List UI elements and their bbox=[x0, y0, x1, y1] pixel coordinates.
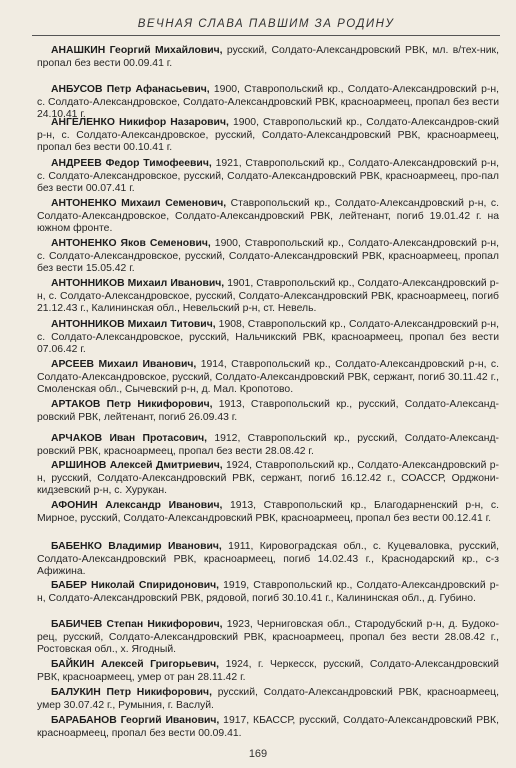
entry-text: 1908, Ставропольский кр., Солдато-Александровский р-н, с. Солдато-Александровское, русский, Нальчикский РВК, красноармеец, пропал без вести 07.06.42 г. bbox=[37, 319, 499, 356]
entry bbox=[37, 619, 499, 657]
entry-text: 1912, Ставропольский кр., русский, Солдато-Александ-ровский РВК, красноармеец, пропал без вести 28.08.42 г. bbox=[37, 433, 499, 457]
entry bbox=[37, 580, 499, 605]
entry-text: 1924, Ставропольский кр., Солдато-Александровский р-н, русский, Солдато-Александровский РВК, сержант, погиб 16.12.42 г., СОАССР, Орджони-кидзевский р-н, с. Хурукан. bbox=[37, 460, 499, 497]
entry-name: АНДРЕЕВ Федор Тимофеевич, bbox=[51, 158, 212, 169]
running-header: ВЕЧНАЯ СЛАВА ПАВШИМ ЗА РОДИНУ bbox=[137, 18, 395, 30]
entry bbox=[37, 278, 499, 316]
entry-text: русский, Солдато-Александровский РВК, мл. в/тех-ник, пропал без вести 00.09.41 г. bbox=[37, 45, 499, 69]
entry-text: Ставропольский кр., Солдато-Александровский р-н, с. Солдато-Александровское, Солдато-Александровский РВК, лейтенант, погиб 19.01.42 г. на южном фронте. bbox=[37, 198, 499, 235]
entry-text: 1913, Ставропольский кр., русский, Солдато-Александ-ровский РВК, лейтенант, погиб 26.09.43 г. bbox=[37, 399, 499, 423]
entry-text: 1900, Ставропольский кр., Солдато-Александровский р-н, с. Солдато-Александровское, Солдато-Александровский РВК, красноармеец, пропал без вести 24.10.41 г. bbox=[37, 84, 499, 121]
entry-text: 1914, Ставропольский кр., Солдато-Александровский р-н, с. Солдато-Александровское, русский, Солдато-Александровский РВК, сержант, погиб 30.11.42 г., Смоленская обл., Сычевский р-н, д. Мал. Кропотово. bbox=[37, 359, 499, 396]
entry bbox=[37, 238, 499, 276]
entry-name: АНГЕЛЕНКО Никифор Назарович, bbox=[51, 117, 229, 128]
entry-name: АНБУСОВ Петр Афанасьевич, bbox=[51, 84, 210, 95]
entry-text: 1923, Черниговская обл., Стародубский р-н, д. Будоко-рец, русский, Солдато-Александровский РВК, красноармеец, пропал без вести 28.08.42 г., Ростовская обл., х. Ягодный. bbox=[37, 619, 499, 656]
entry-text: 1919, Ставропольский кр., Солдато-Александровский р-н, Солдато-Александровский РВК, рядовой, погиб 30.10.41 г., Калининская обл., д. Губино. bbox=[37, 580, 499, 604]
entry-name: АРСЕЕВ Михаил Иванович, bbox=[51, 359, 197, 370]
entry-name: БАБЕР Николай Спиридонович, bbox=[51, 580, 220, 591]
entry-name: АНТОНЕНКО Михаил Семенович, bbox=[51, 198, 227, 209]
entry-name: АРТАКОВ Петр Никифорович, bbox=[51, 399, 213, 410]
entry-name: АНАШКИН Георгий Михайлович, bbox=[51, 45, 223, 56]
entry-text: русский, Солдато-Александровский РВК, красноармеец, умер 30.07.42 г., Румыния, г. Васлуй. bbox=[37, 687, 499, 711]
entry bbox=[37, 198, 499, 236]
entry-name: АФОНИН Александр Иванович, bbox=[51, 500, 223, 511]
entry bbox=[37, 117, 499, 155]
entry-name: АНТОННИКОВ Михаил Иванович, bbox=[51, 278, 225, 289]
entry-text: 1913, Ставропольский кр., Благодарненский р-н, с. Мирное, русский, Солдато-Александровский РВК, красноармеец, пропал без вести 00.12.41 г. bbox=[37, 500, 499, 524]
entry bbox=[37, 399, 499, 424]
entry-name: БАБИЧЕВ Степан Никифорович, bbox=[51, 619, 223, 630]
entry-text: 1921, Ставропольский кр., Солдато-Александровский р-н, с. Солдато-Александровское, русский, Солдато-Александровский РВК, красноармеец, про-пал без вести 00.07.41 г. bbox=[37, 158, 499, 195]
entry-name: БАРАБАНОВ Георгий Иванович, bbox=[51, 715, 220, 726]
entry-name: БАЛУКИН Петр Никифорович, bbox=[51, 687, 212, 698]
entry-text: 1917, КБАССР, русский, Солдато-Александровский РВК, красноармеец, пропал без вести 00.09.41. bbox=[37, 715, 499, 739]
page-number: 169 bbox=[248, 748, 268, 760]
entry bbox=[37, 500, 499, 525]
entry bbox=[37, 715, 499, 740]
entry-text: 1911, Кировоградская обл., с. Куцеваловка, русский, Солдато-Александровский РВК, красноармеец, погиб 14.02.43 г., Краснодарский кр., с-з Афижина. bbox=[37, 541, 500, 578]
header-rule bbox=[32, 35, 500, 36]
entry bbox=[37, 687, 499, 712]
entry-text: 1924, г. Черкесск, русский, Солдато-Александровский РВК, красноармеец, умер от ран 28.11.42 г. bbox=[37, 659, 499, 683]
entry-name: АНТОННИКОВ Михаил Титович, bbox=[51, 319, 216, 330]
entry-name: БАЙКИН Алексей Григорьевич, bbox=[51, 659, 220, 670]
entry bbox=[37, 359, 499, 397]
entry bbox=[37, 45, 499, 70]
entry bbox=[37, 460, 499, 498]
entry-name: АРЧАКОВ Иван Протасович, bbox=[51, 433, 208, 444]
entry-name: АРШИНОВ Алексей Дмитриевич, bbox=[51, 460, 223, 471]
entry-text: 1900, Ставропольский кр., Солдато-Александров-ский р-н, с. Солдато-Александровское, русский, Солдато-Александровский РВК, красноармеец, пропал без вести 00.10.41 г. bbox=[37, 117, 499, 154]
entry bbox=[37, 541, 499, 579]
entry-text: 1901, Ставропольский кр., Солдато-Александровский р-н, с. Солдато-Александровское, русский, Солдато-Александровский РВК, красноармеец, погиб 21.12.43 г., Калининская обл., Невельский р-н, ст. Невель. bbox=[37, 278, 499, 315]
entry bbox=[37, 433, 499, 458]
entry bbox=[37, 158, 499, 196]
entry bbox=[37, 319, 499, 357]
entry-name: БАБЕНКО Владимир Иванович, bbox=[51, 541, 222, 552]
entry-name: АНТОНЕНКО Яков Семенович, bbox=[51, 238, 211, 249]
entry-text: 1900, Ставропольский кр., Солдато-Александровский р-н, с. Солдато-Александровское, русский, Солдато-Александровский РВК, красноармеец, пропал без вести 15.05.42 г. bbox=[37, 238, 499, 275]
entry bbox=[37, 659, 499, 684]
